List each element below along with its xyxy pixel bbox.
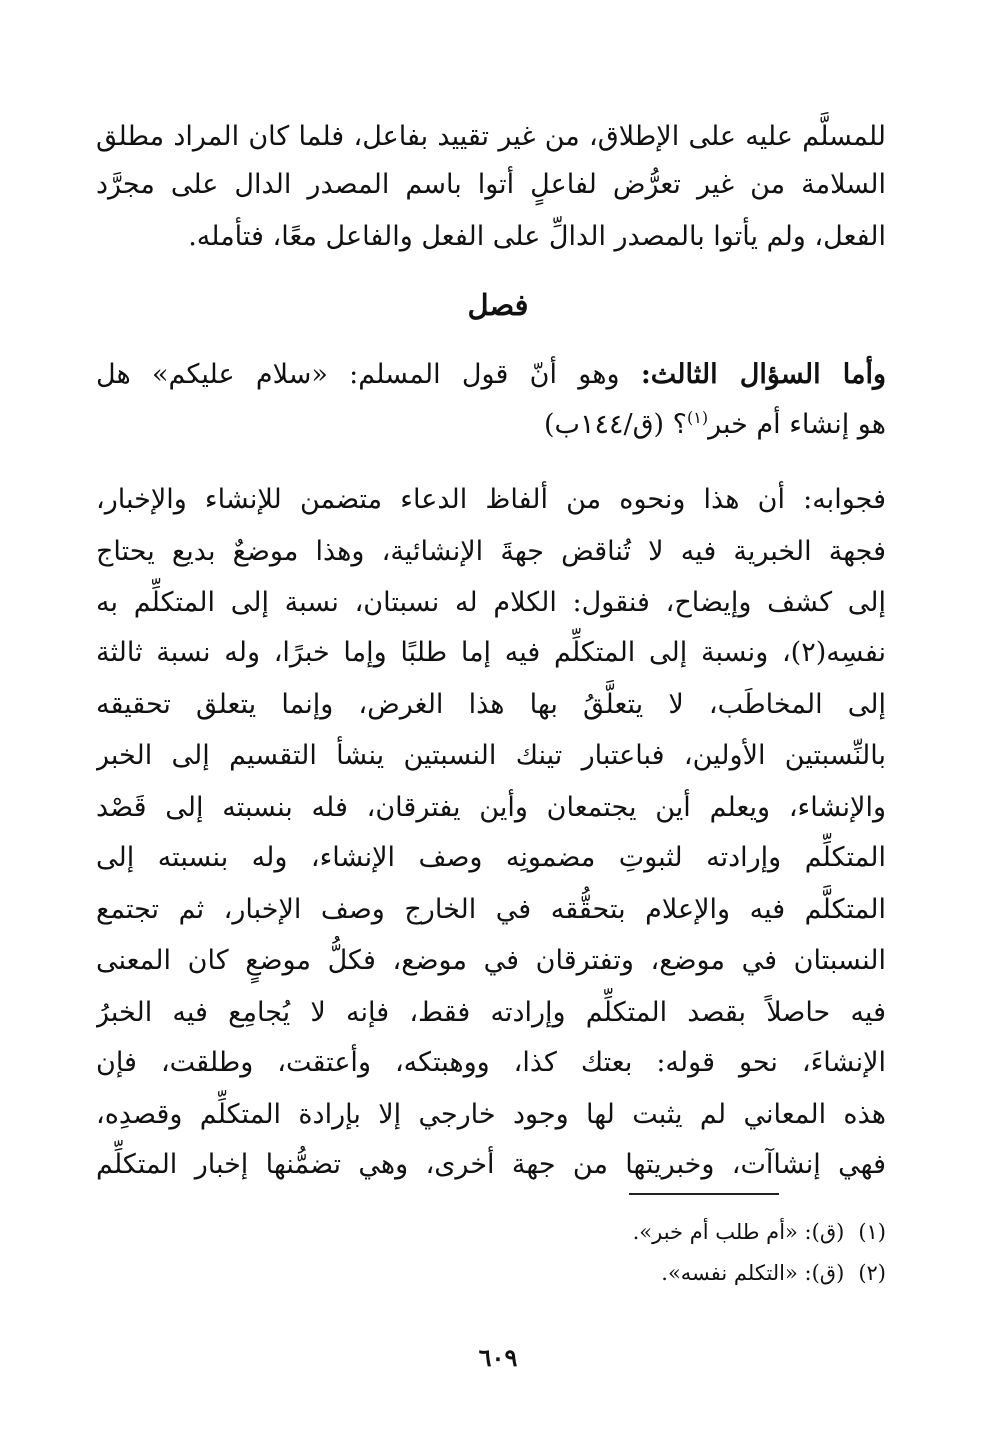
answer-line: إلى كشف وإيضاح، فنقول: الكلام له نسبتان، نسبة إلى المتكلِّم به [96, 587, 886, 618]
question-line-2 [96, 400, 886, 450]
footnote-separator [629, 1193, 779, 1195]
answer-line: بالنِّسبتين الأولين، فباعتبار تينك النسبتين ينشأ التقسيم إلى الخبر [96, 740, 886, 771]
question-text-2: هو إنشاء أم خبر [708, 409, 886, 440]
answer-line: والإنشاء، ويعلم أين يجتمعان وأين يفترقان، فله بنسبته إلى قَصْد [96, 792, 886, 823]
answer-line: المتكلَّم فيه والإعلام بتحقُّقه في الخارج وصف الإخبار، ثم تجتمع [96, 894, 886, 925]
question-ref: ؟ (ق/١٤٤ب) [544, 409, 687, 440]
answer-line: فجوابه: أن هذا ونحوه من ألفاظ الدعاء متضمن للإنشاء والإخبار، [96, 484, 886, 515]
answer-line: فهي إنشاآت، وخبريتها من جهة أخرى، وهي تضمُّنها إخبار المتكلِّم [96, 1149, 886, 1180]
footnote [96, 1215, 886, 1249]
footnote-text: (ق): «أم طلب أم خبر». [632, 1220, 845, 1244]
footnote-number: (٢) [858, 1261, 886, 1285]
answer-line: فجهة الخبرية فيه لا تُناقض جهةَ الإنشائية، وهذا موضعٌ بديع يحتاج [96, 536, 886, 567]
footnote-number: (١) [858, 1220, 886, 1244]
question-line [96, 350, 886, 400]
answer-line: المتكلِّم وإرادته لثبوتِ مضمونِه وصف الإنشاء، وله بنسبته إلى [96, 842, 886, 873]
answer-line: فيه حاصلاً بقصد المتكلِّم وإرادته فقط، فإنه لا يُجامِع فيه الخبرُ [96, 997, 886, 1028]
question-text: وهو أنّ قول المسلم: «سلام عليكم» هل [96, 359, 641, 390]
answer-line: هذه المعاني لم يثبت لها وجود خارجي إلا بإرادة المتكلِّم وقصدِه، [96, 1099, 886, 1130]
body-line: الفعل، ولم يأتوا بالمصدر الدالِّ على الفعل والفاعل معًا، فتأمله. [188, 221, 886, 252]
footnote [96, 1256, 886, 1290]
question-label: وأما السؤال الثالث: [640, 359, 886, 390]
body-line: للمسلَّم عليه على الإطلاق، من غير تقييد بفاعل، فلما كان المراد مطلق [96, 121, 886, 152]
answer-line: إلى المخاطَب، لا يتعلَّقُ بها هذا الغرض، وإنما يتعلق تحقيقه [96, 689, 886, 720]
answer-line: الإنشاءَ، نحو قوله: بعتك كذا، ووهبتكه، وأعتقت، وطلقت، فإن [96, 1047, 886, 1078]
answer-line: نفسِه(٢)، ونسبة إلى المتكلِّم فيه إما طلبًا وإما خبرًا، وله نسبة ثالثة [96, 637, 886, 668]
footnote-ref: (١) [686, 408, 709, 427]
page-number: ٦٠٩ [478, 1343, 518, 1372]
answer-line: النسبتان في موضع، وتفترقان في موضع، فكلُّ موضعٍ كان المعنى [96, 945, 886, 976]
footnote-text: (ق): «التكلم نفسه». [661, 1261, 845, 1285]
section-heading: فصل [467, 288, 529, 322]
body-line: السلامة من غير تعرُّض لفاعلٍ أتوا باسم المصدر الدال على مجرَّد [96, 169, 886, 200]
